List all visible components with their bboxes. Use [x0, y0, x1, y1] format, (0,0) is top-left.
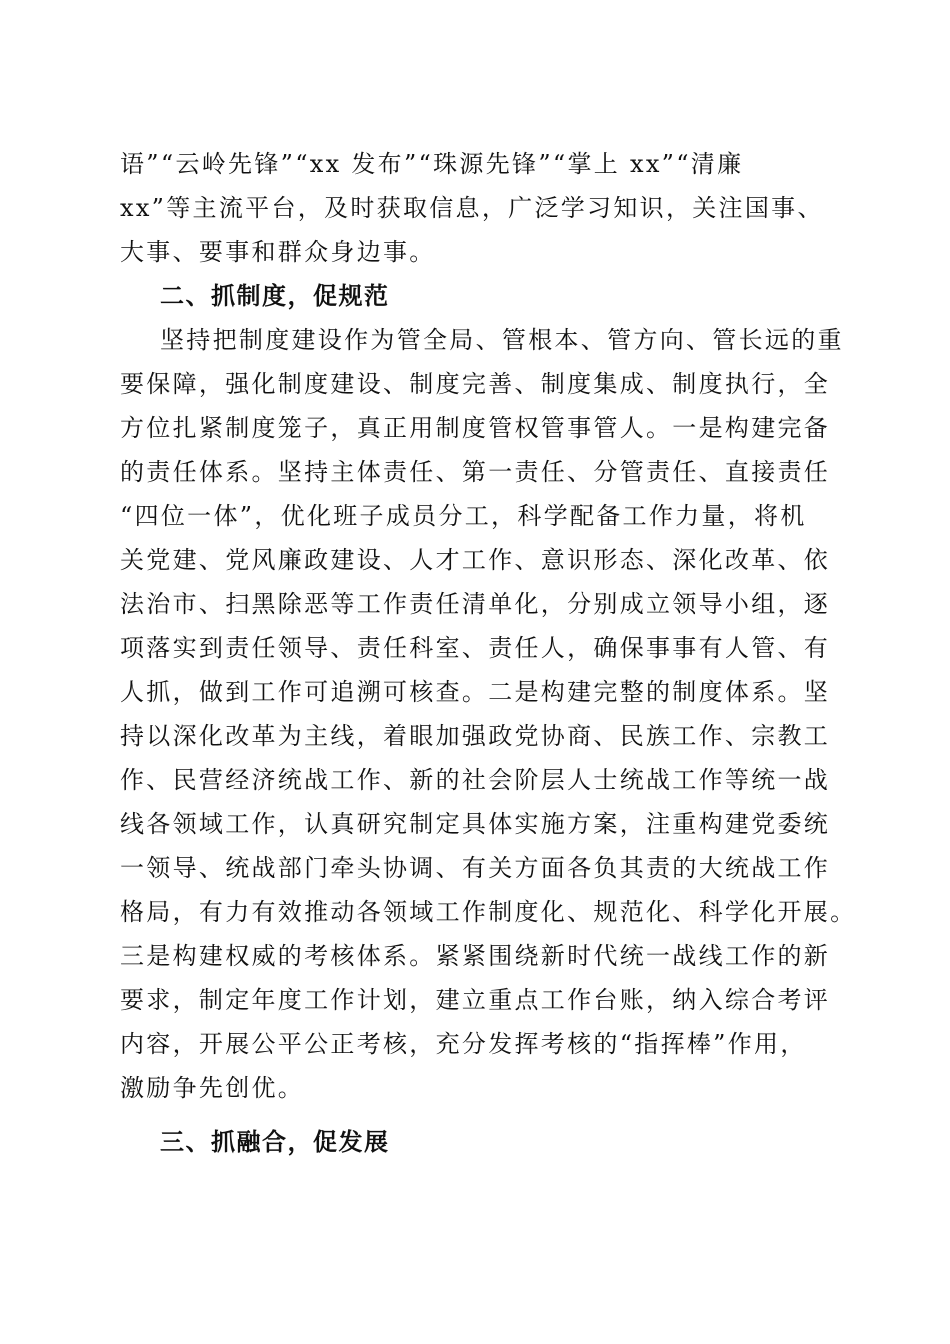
spacer	[120, 1110, 832, 1120]
paragraph-line: 三是构建权威的考核体系。紧紧围绕新时代统一战线工作的新	[120, 942, 831, 970]
document-page	[120, 142, 857, 1164]
paragraph-line: 要求，制定年度工作计划，建立重点工作台账，纳入综合考评	[120, 986, 831, 1014]
paragraph-line: 方位扎紧制度笼子，真正用制度管权管事管人。一是构建完备	[120, 414, 831, 442]
paragraph-line: 激励争先创优。	[120, 1074, 305, 1102]
paragraph-line: 大事、要事和群众身边事。	[120, 238, 436, 266]
paragraph-line: 法治市、扫黑除恶等工作责任清单化，分别成立领导小组，逐	[120, 590, 831, 618]
paragraph-line: 一领导、统战部门牵头协调、有关方面各负其责的大统战工作	[120, 854, 831, 882]
paragraph-line: 线各领域工作，认真研究制定具体实施方案，注重构建党委统	[120, 810, 831, 838]
paragraph-line: 人抓，做到工作可追溯可核查。二是构建完整的制度体系。坚	[120, 678, 831, 706]
paragraph-1	[120, 142, 832, 274]
paragraph-line: 语”“云岭先锋”“xx 发布”“珠源先锋”“掌上 xx”“清廉	[120, 150, 744, 178]
paragraph-line: 关党建、党风廉政建设、人才工作、意识形态、深化改革、依	[120, 546, 831, 574]
paragraph-2	[120, 318, 857, 1110]
paragraph-line: 的责任体系。坚持主体责任、第一责任、分管责任、直接责任	[120, 458, 831, 486]
paragraph-line: 格局，有力有效推动各领域工作制度化、规范化、科学化开展。	[120, 898, 857, 926]
paragraph-line: 项落实到责任领导、责任科室、责任人，确保事事有人管、有	[120, 634, 831, 662]
paragraph-line: 要保障，强化制度建设、制度完善、制度集成、制度执行，全	[120, 370, 831, 398]
section-heading-3: 三、抓融合，促发展	[160, 1128, 390, 1156]
paragraph-line: xx”等主流平台，及时获取信息，广泛学习知识，关注国事、	[120, 194, 824, 222]
section-heading-2: 二、抓制度，促规范	[160, 282, 390, 310]
paragraph-line: 内容，开展公平公正考核，充分发挥考核的“指挥棒”作用，	[120, 1030, 807, 1058]
paragraph-line: “四位一体”，优化班子成员分工，科学配备工作力量，将机	[120, 502, 807, 530]
paragraph-line: 坚持把制度建设作为管全局、管根本、管方向、管长远的重	[160, 326, 844, 354]
paragraph-line: 持以深化改革为主线，着眼加强政党协商、民族工作、宗教工	[120, 722, 831, 750]
paragraph-line: 作、民营经济统战工作、新的社会阶层人士统战工作等统一战	[120, 766, 831, 794]
